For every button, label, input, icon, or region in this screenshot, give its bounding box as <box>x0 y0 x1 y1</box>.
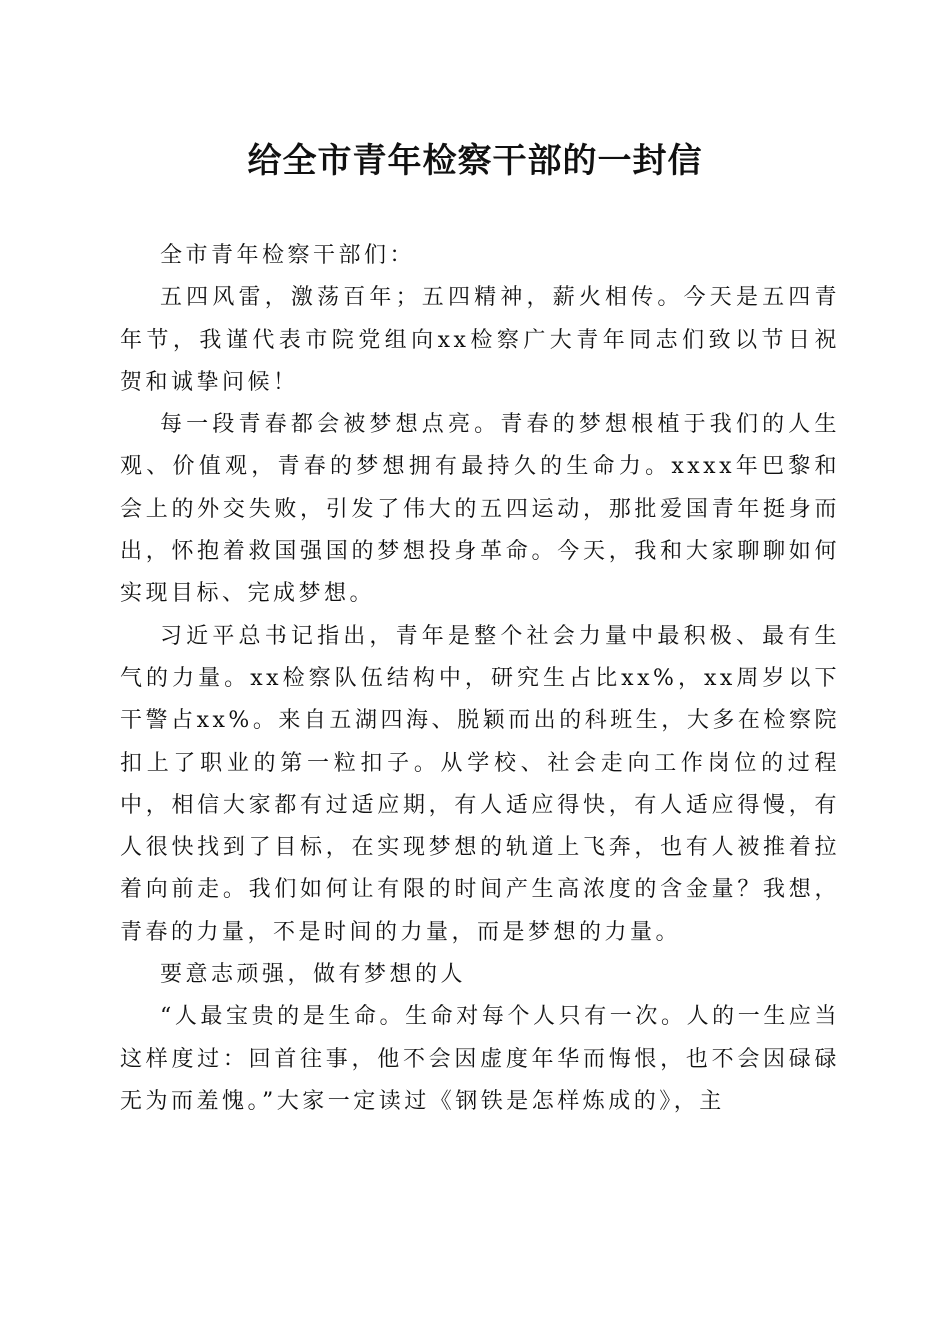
paragraph: 每一段青春都会被梦想点亮。青春的梦想根植于我们的人生观、价值观，青春的梦想拥有最持久的生命力。xxxx年巴黎和会上的外交失败，引发了伟大的五四运动，那批爱国青年挺身而出，怀抱着救国强国的梦想投身革命。今天，我和大家聊聊如何实现目标、完成梦想。 <box>120 412 840 607</box>
paragraph: “人最宝贵的是生命。生命对每个人只有一次。人的一生应当这样度过：回首往事，他不会因虚度年华而悔恨，也不会因碌碌无为而羞愧。”大家一定读过《钢铁是怎样炼成的》，主 <box>120 1004 840 1114</box>
section-heading: 要意志顽强，做有梦想的人 <box>160 962 467 988</box>
document-body <box>120 235 840 1123</box>
salutation: 全市青年检察干部们： <box>160 243 416 268</box>
document-title: 给全市青年检察干部的一封信 <box>247 141 703 181</box>
paragraph: 习近平总书记指出，青年是整个社会力量中最积极、最有生气的力量。xx检察队伍结构中，研究生占比xx%，xx周岁以下干警占xx%。来自五湖四海、脱颖而出的科班生，大多在检察院扣上了职业的第一粒扣子。从学校、社会走向工作岗位的过程中，相信大家都有过适应期，有人适应得快，有人适应得慢，有人很快找到了目标，在实现梦想的轨道上飞奔，也有人被推着拉着向前走。我们如何让有限的时间产生高浓度的含金量？我想，青春的力量，不是时间的力量，而是梦想的力量。 <box>120 623 840 945</box>
paragraph: 五四风雷，激荡百年；五四精神，薪火相传。今天是五四青年节，我谨代表市院党组向xx检察广大青年同志们致以节日祝贺和诚挚问候！ <box>120 285 840 395</box>
